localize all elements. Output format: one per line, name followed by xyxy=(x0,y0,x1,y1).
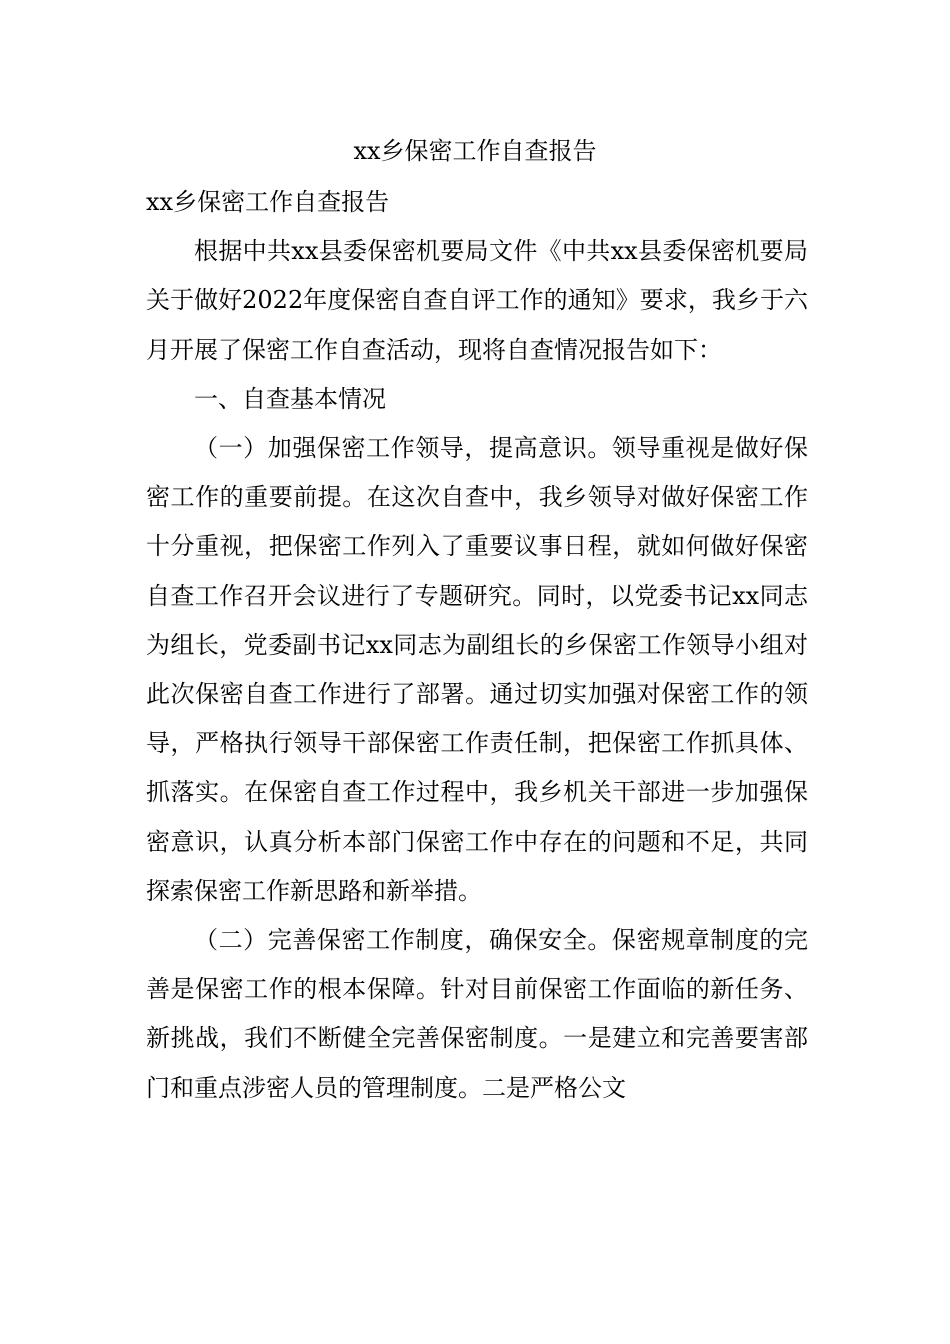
document-body xyxy=(146,178,808,1113)
paragraph-leadership: （一）加强保密工作领导，提高意识。领导重视是做好保密工作的重要前提。在这次自查中，我乡领导对做好保密工作十分重视，把保密工作列入了重要议事日程，就如何做好保密自查工作召开会议进行了专题研究。同时，以党委书记xx同志为组长，党委副书记xx同志为副组长的乡保密工作领导小组对此次保密自查工作进行了部署。通过切实加强对保密工作的领导，严格执行领导干部保密工作责任制，把保密工作抓具体、抓落实。在保密自查工作过程中，我乡机关干部进一步加强保密意识，认真分析本部门保密工作中存在的问题和不足，共同探索保密工作新思路和新举措。 xyxy=(146,434,808,905)
document-subtitle: xx乡保密工作自查报告 xyxy=(146,188,390,216)
section-heading-basic-situation: 一、自查基本情况 xyxy=(194,384,386,413)
document-title: xx乡保密工作自查报告 xyxy=(353,137,597,165)
paragraph-system: （二）完善保密工作制度，确保安全。保密规章制度的完善是保密工作的根本保障。针对目前保密工作面临的新任务、新挑战，我们不断健全完善保密制度。一是建立和完善要害部门和重点涉密人员的管理制度。二是严格公文 xyxy=(146,926,808,1102)
paragraph-intro: 根据中共xx县委保密机要局文件《中共xx县委保密机要局关于做好2022年度保密自查自评工作的通知》要求，我乡于六月开展了保密工作自查活动，现将自查情况报告如下： xyxy=(146,237,808,364)
